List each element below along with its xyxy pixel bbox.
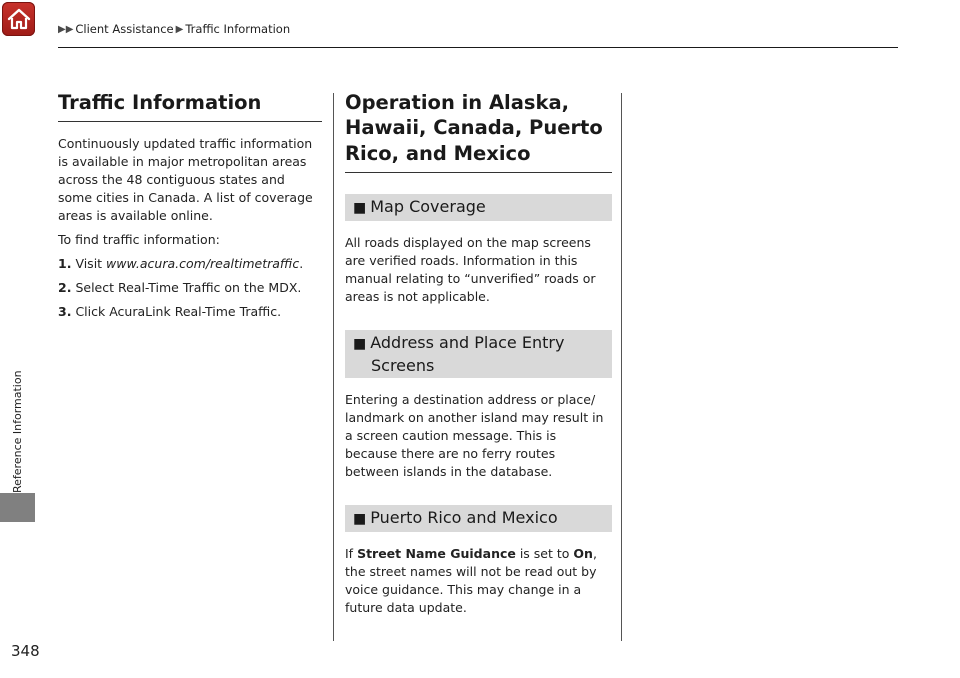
breadcrumb	[58, 22, 290, 36]
map-coverage-text: All roads displayed on the map screens are verified roads. Information in this manual relating to “unverified” roads or areas is not applicable.	[345, 235, 596, 305]
page-title: Traffic Information	[58, 91, 262, 114]
step-item: 1. Visit www.acura.com/realtimetraffic.	[58, 256, 304, 272]
square-bullet-icon: ■	[353, 200, 367, 217]
step-item: 2. Select Real-Time Traffic on the MDX.	[58, 280, 302, 296]
page-number: 348	[11, 642, 40, 660]
intro-paragraph: Continuously updated traffic information is available in major metropolitan areas across the 48 contiguous states and some cities in Canada. A list of coverage areas is available online.	[58, 136, 313, 224]
sidebar-section-label: Reference Information	[11, 370, 24, 493]
traffic-url-link[interactable]: www.acura.com/realtimetraffic	[106, 256, 300, 272]
puerto-rico-mexico-text: If Street Name Guidance is set to On, the street names will not be read out by voice guidance. This may change in a future data update.	[345, 546, 597, 616]
left-column	[58, 90, 322, 321]
step-item: 3. Click AcuraLink Real-Time Traffic.	[58, 304, 282, 320]
home-button[interactable]	[2, 2, 35, 36]
sidebar-section-tab[interactable]	[0, 493, 35, 522]
subsection-heading-address-entry: ■ Address and Place Entry Screens	[345, 330, 612, 378]
subsection-heading-map-coverage: ■ Map Coverage	[345, 194, 612, 221]
home-icon	[7, 8, 31, 30]
header-rule	[58, 47, 898, 48]
column-divider	[621, 93, 622, 641]
title-rule	[345, 172, 612, 173]
title-rule	[58, 121, 322, 122]
subsection-heading-puerto-rico-mexico: ■ Puerto Rico and Mexico	[345, 505, 612, 532]
column-divider	[333, 93, 334, 641]
instructions-lead: To find traffic information:	[58, 232, 220, 248]
square-bullet-icon: ■	[353, 511, 367, 528]
square-bullet-icon: ■	[353, 336, 367, 353]
section-title: Operation in Alaska, Hawaii, Canada, Puerto Rico, and Mexico	[345, 91, 603, 165]
triangle-right-icon: ▶	[175, 23, 184, 35]
triangle-right-icon: ▶▶	[58, 23, 74, 35]
address-entry-text: Entering a destination address or place/ landmark on another island may result in a screen caution message. This is because there are no ferry routes between islands in the database.	[345, 392, 604, 480]
breadcrumb-item-traffic-information[interactable]: Traffic Information	[185, 22, 291, 36]
right-column	[345, 90, 612, 617]
breadcrumb-item-client-assistance[interactable]: Client Assistance	[75, 22, 174, 36]
